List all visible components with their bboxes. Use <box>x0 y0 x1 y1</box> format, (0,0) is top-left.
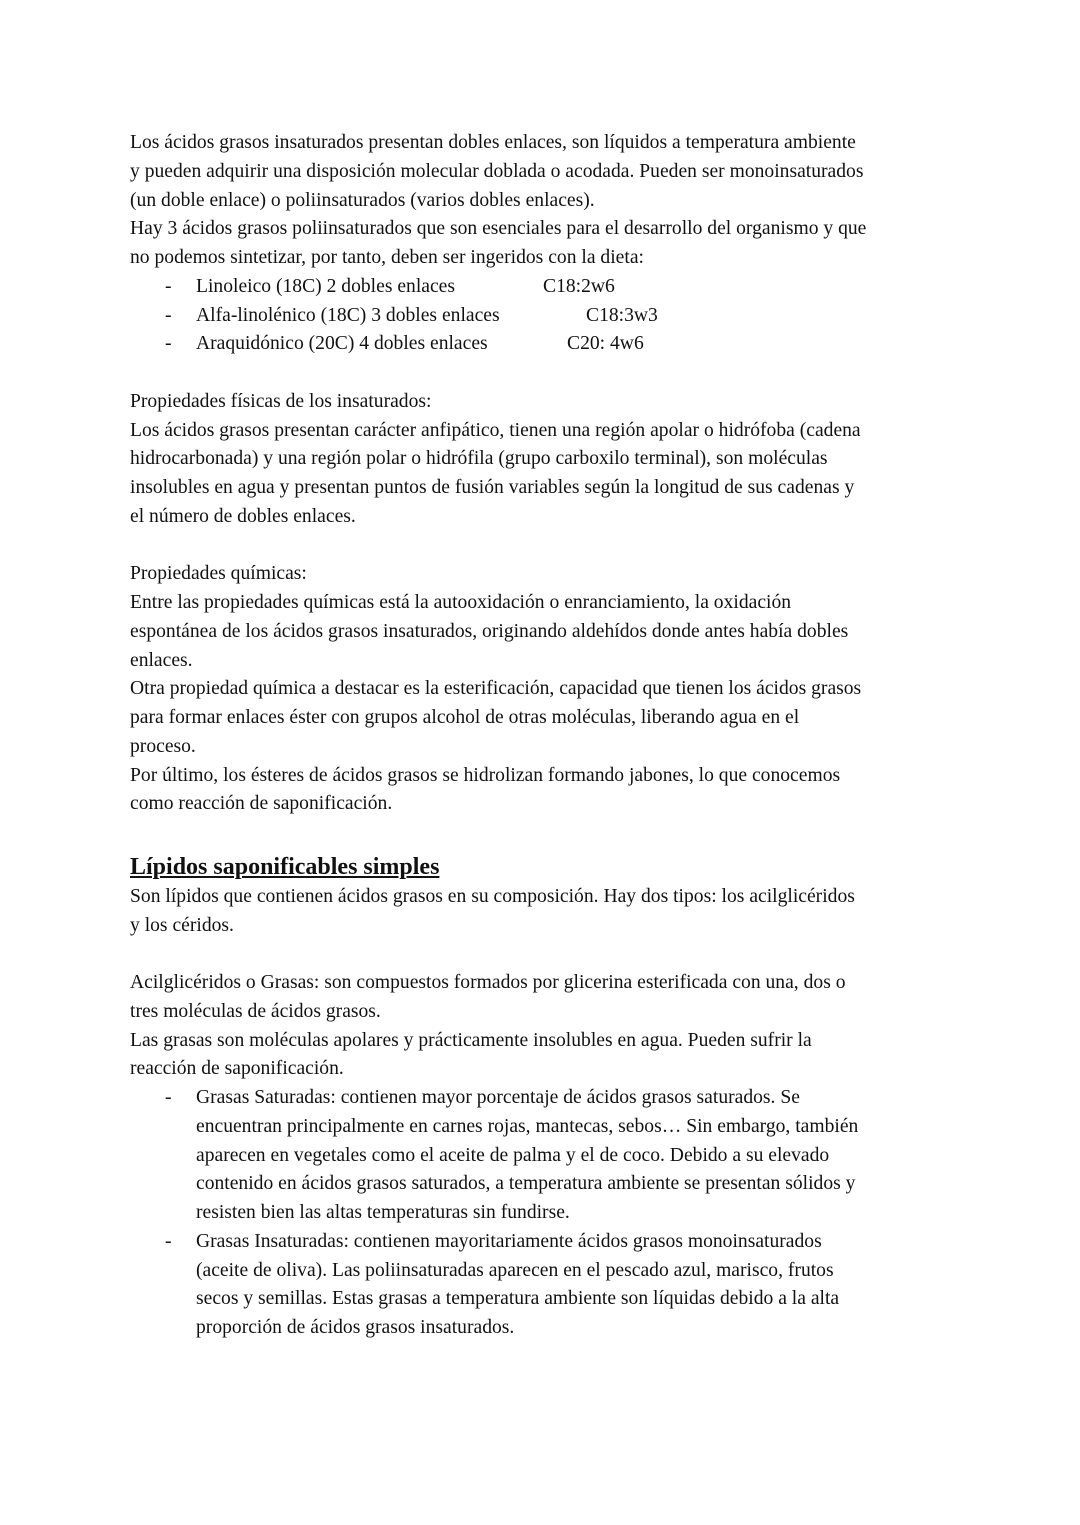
text-line: Hay 3 ácidos grasos poliinsaturados que son esenciales para el desarrollo del organismo y que <box>130 218 867 240</box>
spacer <box>130 532 866 561</box>
text-line: insolubles en agua y presentan puntos de fusión variables según la longitud de sus cadenas y <box>130 477 855 498</box>
paragraph-chemical-properties <box>130 560 866 819</box>
text-line: Son lípidos que contienen ácidos grasos en su composición. Hay dos tipos: los acilglicéridos <box>130 885 855 907</box>
text-line: Propiedades químicas: <box>130 563 307 585</box>
text-line: espontánea de los ácidos grasos insaturados, originando aldehídos donde antes había dobles <box>130 620 849 642</box>
section-heading: Lípidos saponificables simples <box>130 853 440 880</box>
text-line: para formar enlaces éster con grupos alcohol de otras moléculas, liberando agua en el <box>130 707 800 728</box>
list-item <box>130 330 866 359</box>
text-line: contenido en ácidos grasos saturados, a temperatura ambiente se presentan sólidos y <box>196 1173 856 1195</box>
text-line: y pueden adquirir una disposición molecular doblada o acodada. Pueden ser monoinsaturados <box>130 160 864 182</box>
list-bullet: - <box>165 1230 172 1252</box>
text-line: Grasas Saturadas: contienen mayor porcentaje de ácidos grasos saturados. Se <box>196 1087 800 1108</box>
text-line: reacción de saponificación. <box>130 1058 344 1080</box>
text-line: (un doble enlace) o poliinsaturados (varios dobles enlaces). <box>130 189 595 211</box>
acid-name: Linoleico (18C) 2 dobles enlaces <box>196 275 455 297</box>
paragraph-intro <box>130 883 866 941</box>
text-line: Grasas Insaturadas: contienen mayoritariamente ácidos grasos monoinsaturados <box>196 1230 822 1252</box>
text-line: Los ácidos grasos insaturados presentan dobles enlaces, son líquidos a temperatura ambiente <box>130 132 856 153</box>
acid-code: C18:3w3 <box>586 304 658 326</box>
list-bullet: - <box>165 1087 172 1108</box>
acid-code: C20: 4w6 <box>567 333 644 355</box>
text-line: y los céridos. <box>130 914 234 936</box>
document-page <box>130 129 866 1343</box>
acid-name: Alfa-linolénico (18C) 3 dobles enlaces <box>196 304 500 326</box>
text-line: el número de dobles enlaces. <box>130 505 356 527</box>
text-line: como reacción de saponificación. <box>130 793 393 815</box>
text-line: hidrocarbonada) y una región polar o hidrófila (grupo carboxilo terminal), son moléculas <box>130 448 828 470</box>
paragraph-physical-properties <box>130 388 866 532</box>
spacer <box>130 359 866 388</box>
text-line: Las grasas son moléculas apolares y prácticamente insolubles en agua. Pueden sufrir la <box>130 1029 812 1051</box>
text-line: aparecen en vegetales como el aceite de palma y el de coco. Debido a su elevado <box>196 1144 830 1166</box>
text-line: Acilglicéridos o Grasas: son compuestos formados por glicerina esterificada con una, dos o <box>130 972 846 993</box>
text-line: Los ácidos grasos presentan carácter anfipático, tienen una región apolar o hidrófoba (cadena <box>130 419 861 441</box>
paragraph-acylglycerides <box>130 969 866 1084</box>
text-line: Entre las propiedades químicas está la autooxidación o enranciamiento, la oxidación <box>130 592 792 613</box>
text-line: no podemos sintetizar, por tanto, deben ser ingeridos con la dieta: <box>130 247 644 268</box>
text-line: proporción de ácidos grasos insaturados. <box>196 1317 515 1338</box>
paragraph-unsaturated <box>130 129 866 273</box>
spacer <box>130 819 866 848</box>
text-line: (aceite de oliva). Las poliinsaturadas aparecen en el pescado azul, marisco, frutos <box>196 1259 834 1281</box>
essential-fatty-acids-list <box>130 273 866 359</box>
list-bullet: - <box>165 333 172 355</box>
text-line: Propiedades físicas de los insaturados: <box>130 390 432 412</box>
text-line: Otra propiedad química a destacar es la esterificación, capacidad que tienen los ácidos grasos <box>130 678 862 700</box>
text-line: proceso. <box>130 735 196 757</box>
list-item-unsaturated-fats <box>130 1228 866 1343</box>
text-line: enlaces. <box>130 649 193 671</box>
text-line: tres moléculas de ácidos grasos. <box>130 1000 381 1022</box>
acid-name: Araquidónico (20C) 4 dobles enlaces <box>196 333 488 355</box>
list-item-saturated-fats <box>130 1084 866 1228</box>
text-line: resisten bien las altas temperaturas sin fundirse. <box>196 1202 570 1223</box>
text-line: Por último, los ésteres de ácidos grasos se hidrolizan formando jabones, lo que conocemos <box>130 764 841 786</box>
acid-code: C18:2w6 <box>543 275 615 297</box>
list-item <box>130 273 866 302</box>
text-line: secos y semillas. Estas grasas a temperatura ambiente son líquidas debido a la alta <box>196 1288 840 1310</box>
list-bullet: - <box>165 304 172 326</box>
fats-list <box>130 1084 866 1343</box>
text-line: encuentran principalmente en carnes rojas, mantecas, sebos… Sin embargo, también <box>196 1115 859 1137</box>
list-item <box>130 302 866 331</box>
list-bullet: - <box>165 275 172 297</box>
spacer <box>130 940 866 969</box>
